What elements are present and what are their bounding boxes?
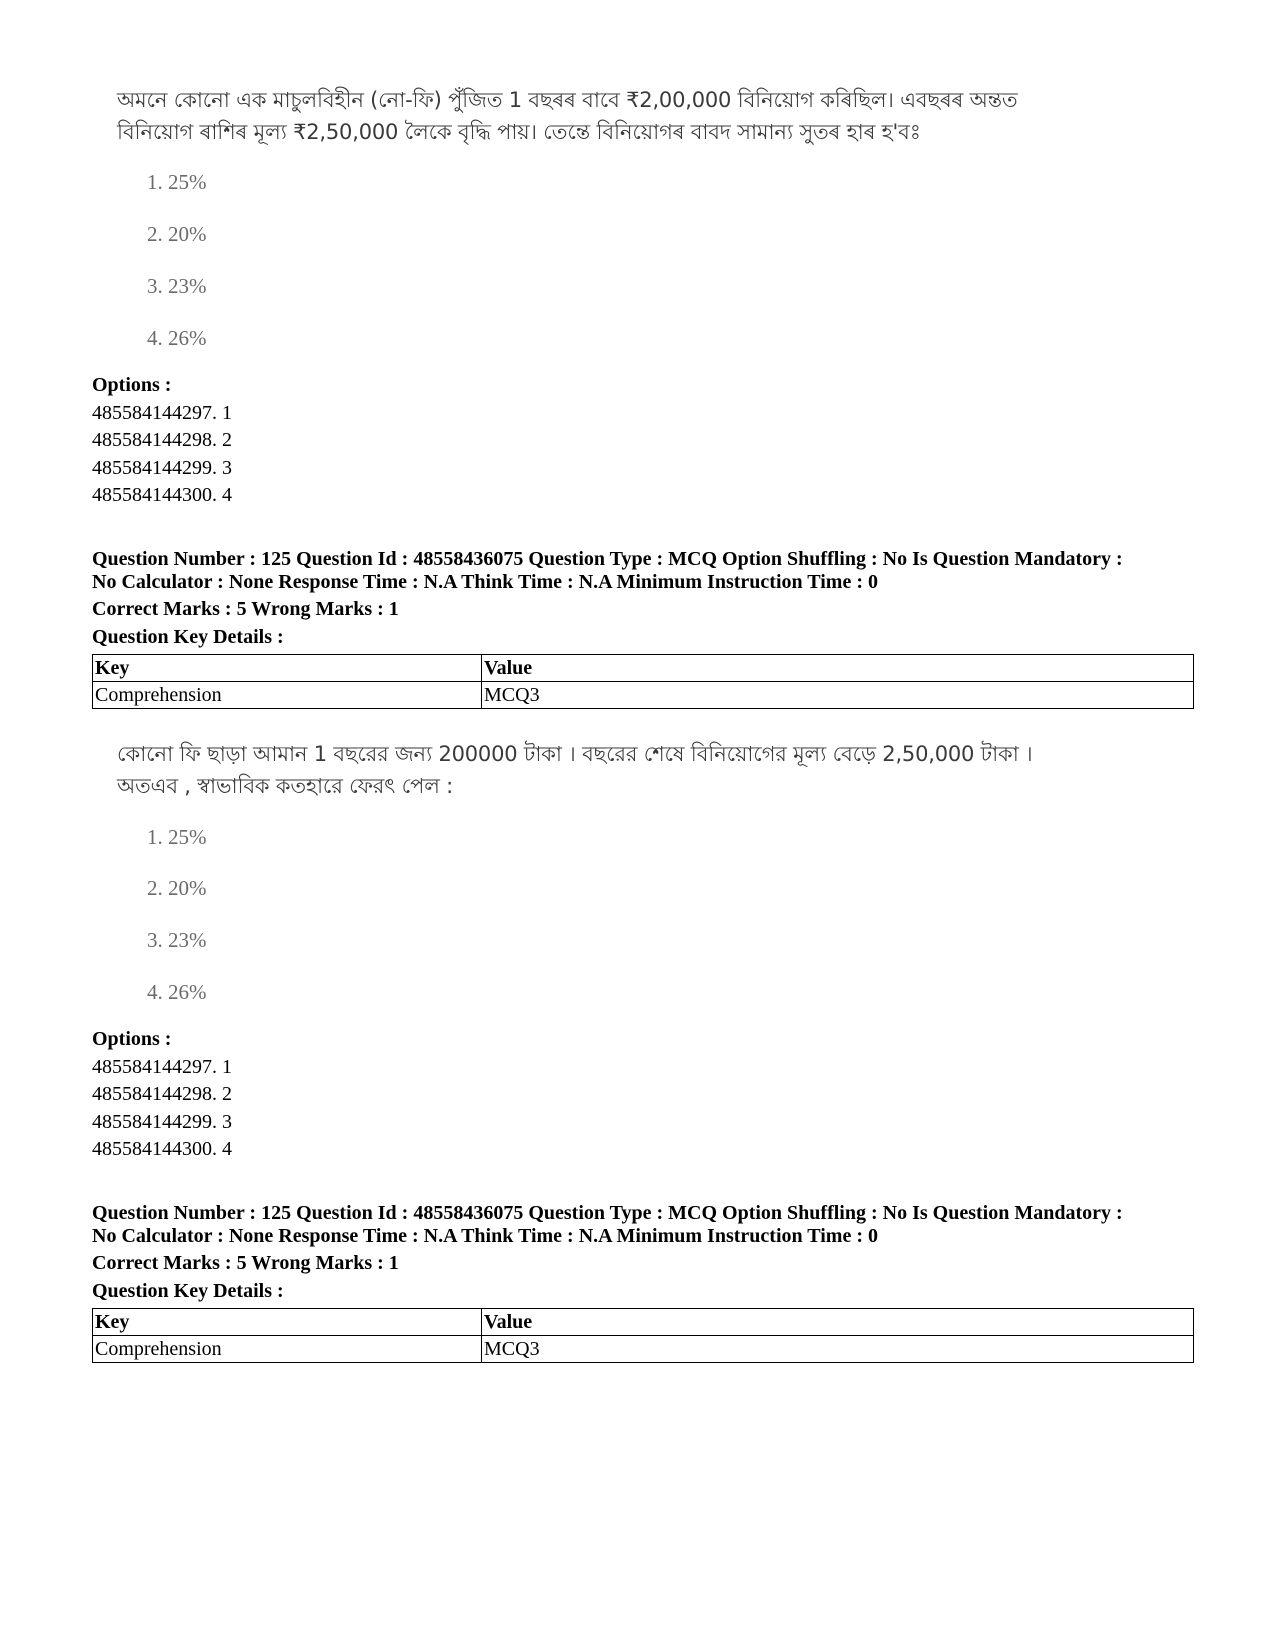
- choice-item: 1. 25%: [147, 825, 207, 849]
- choice-item: 2. 20%: [147, 876, 207, 900]
- choice-item: 4. 26%: [147, 326, 207, 350]
- option-item: 485584144299. 3: [92, 457, 232, 479]
- question-2-line-2: অতএব , স্বাভাবিক কতহারে ফেরৎ পেল :: [117, 774, 454, 798]
- table-header-value: Value: [482, 1309, 1194, 1336]
- table-header-key: Key: [93, 1309, 482, 1336]
- table-cell-key: Comprehension: [93, 682, 482, 709]
- table-header-row: [93, 655, 1194, 682]
- key-details-table: [92, 654, 1194, 709]
- choice-item: 4. 26%: [147, 980, 207, 1004]
- options-label: Options :: [92, 374, 172, 396]
- question-meta-line-2: No Calculator : None Response Time : N.A Think Time : N.A Minimum Instruction Time : 0: [92, 1225, 878, 1247]
- table-header-row: [93, 1309, 1194, 1336]
- table-row: [93, 682, 1194, 709]
- table-cell-value: MCQ3: [482, 1336, 1194, 1363]
- table-row: [93, 1336, 1194, 1363]
- option-item: 485584144299. 3: [92, 1111, 232, 1133]
- table-header-value: Value: [482, 655, 1194, 682]
- option-item: 485584144297. 1: [92, 1056, 232, 1078]
- table-cell-value: MCQ3: [482, 682, 1194, 709]
- option-item: 485584144297. 1: [92, 402, 232, 424]
- option-item: 485584144298. 2: [92, 429, 232, 451]
- question-2-line-1: কোনো ফি ছাড়া আমান 1 বছরের জন্য 200000 টাকা । বছরের শেষে বিনিয়োগের মূল্য বেড়ে 2,50,000 টাকা ।: [117, 742, 1033, 766]
- question-meta-line-1: Question Number : 125 Question Id : 48558436075 Question Type : MCQ Option Shuffling : No Is Question Mandatory :: [92, 548, 1123, 570]
- table-cell-key: Comprehension: [93, 1336, 482, 1363]
- marks-line: Correct Marks : 5 Wrong Marks : 1: [92, 598, 399, 620]
- marks-line: Correct Marks : 5 Wrong Marks : 1: [92, 1252, 399, 1274]
- option-item: 485584144300. 4: [92, 484, 232, 506]
- question-1-line-2: বিনিয়োগ ৰাশিৰ মূল্য ₹2,50,000 লৈকে বৃদ্ধি পায়। তেন্তে বিনিয়োগৰ বাবদ সামান্য সুতৰ হাৰ হ'বঃ: [117, 120, 921, 144]
- question-meta-line-1: Question Number : 125 Question Id : 48558436075 Question Type : MCQ Option Shuffling : No Is Question Mandatory :: [92, 1202, 1123, 1224]
- choice-item: 1. 25%: [147, 170, 207, 194]
- key-details-label: Question Key Details :: [92, 1280, 284, 1302]
- question-meta-line-2: No Calculator : None Response Time : N.A Think Time : N.A Minimum Instruction Time : 0: [92, 571, 878, 593]
- key-details-label: Question Key Details :: [92, 626, 284, 648]
- choice-item: 3. 23%: [147, 928, 207, 952]
- table-header-key: Key: [93, 655, 482, 682]
- choice-item: 3. 23%: [147, 274, 207, 298]
- key-details-table: [92, 1308, 1194, 1363]
- question-1-line-1: অমনে কোনো এক মাচুলবিহীন (নো-ফি) পুঁজিত 1 বছৰৰ বাবে ₹2,00,000 বিনিয়োগ কৰিছিল। এবছৰৰ অন্তত: [117, 88, 1018, 112]
- option-item: 485584144298. 2: [92, 1083, 232, 1105]
- choice-item: 2. 20%: [147, 222, 207, 246]
- option-item: 485584144300. 4: [92, 1138, 232, 1160]
- options-label: Options :: [92, 1028, 172, 1050]
